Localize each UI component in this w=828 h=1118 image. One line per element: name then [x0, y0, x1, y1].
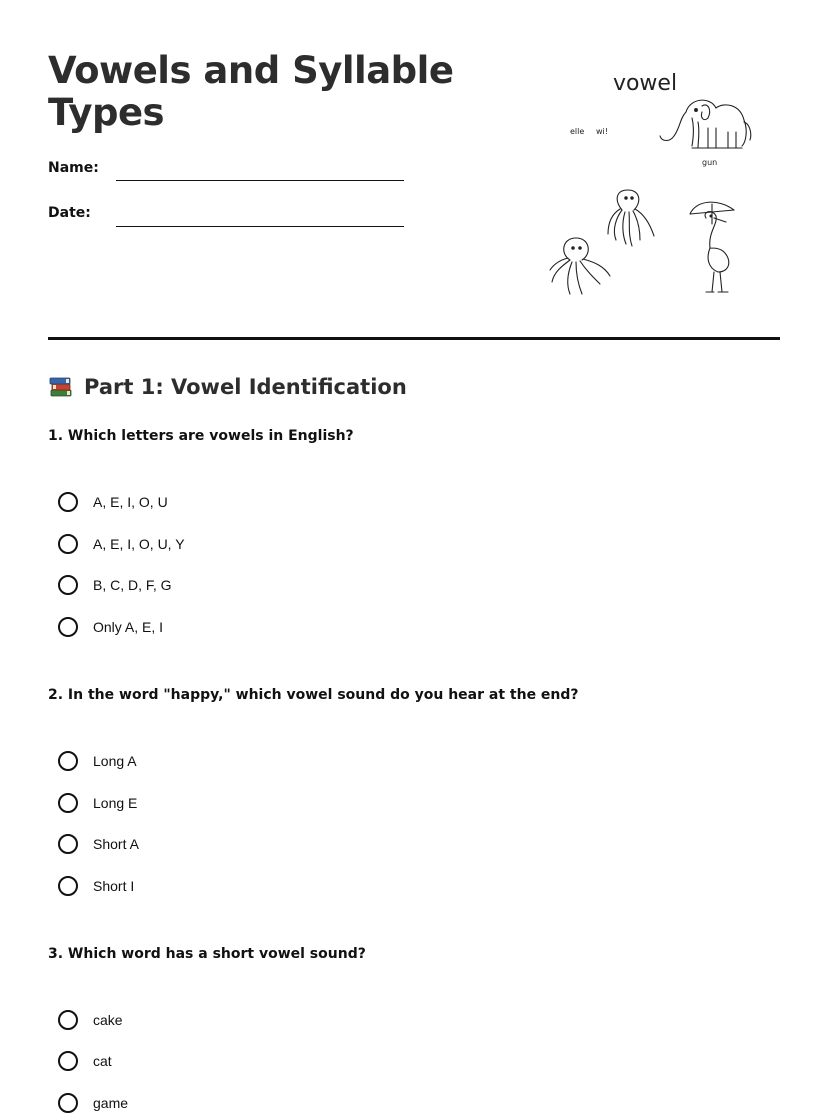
q2-option-d[interactable] [58, 876, 134, 896]
illustration-label-wi: wi! [596, 127, 608, 136]
option-label: cat [93, 1053, 112, 1069]
radio-button[interactable] [58, 1051, 78, 1071]
option-label: cake [93, 1012, 123, 1028]
radio-button[interactable] [58, 575, 78, 595]
radio-button[interactable] [58, 1093, 78, 1113]
radio-button[interactable] [58, 751, 78, 771]
q1-option-c[interactable] [58, 575, 172, 595]
name-line[interactable] [116, 180, 404, 181]
part-1-title [48, 374, 407, 400]
q3-option-b[interactable] [58, 1051, 112, 1071]
octopus-drawing [608, 190, 654, 246]
option-label: A, E, I, O, U [93, 494, 168, 510]
illustration-caption: vowel [612, 71, 678, 96]
q1-option-d[interactable] [58, 617, 163, 637]
q2-option-c[interactable] [58, 834, 139, 854]
vowel-illustration [548, 62, 758, 300]
option-label: game [93, 1095, 129, 1111]
name-label: Name: [48, 160, 99, 176]
octopus-drawing [550, 238, 610, 294]
q1-option-a[interactable] [58, 492, 168, 512]
option-label: Long A [93, 753, 137, 769]
option-label: Only A, E, I [93, 619, 164, 635]
radio-button[interactable] [58, 1010, 78, 1030]
q3-option-a[interactable] [58, 1010, 123, 1030]
q3-option-c[interactable] [58, 1093, 128, 1113]
question-2: 2. In the word "happy," which vowel sound do you hear at the end? [48, 687, 579, 703]
option-label: Short I [93, 878, 135, 894]
elephant-drawing [660, 100, 751, 148]
books-icon [48, 374, 74, 400]
radio-button[interactable] [58, 492, 78, 512]
radio-button[interactable] [58, 534, 78, 554]
illustration-label-elle: elle [570, 127, 585, 136]
option-label: A, E, I, O, U, Y [93, 536, 185, 552]
radio-button[interactable] [58, 834, 78, 854]
option-label: Short A [93, 836, 139, 852]
radio-button[interactable] [58, 876, 78, 896]
question-1: 1. Which letters are vowels in English? [48, 428, 354, 444]
bird-with-umbrella-drawing [690, 202, 734, 292]
section-divider [48, 337, 780, 340]
radio-button[interactable] [58, 793, 78, 813]
q2-option-b[interactable] [58, 793, 137, 813]
radio-button[interactable] [58, 617, 78, 637]
option-label: Long E [93, 795, 138, 811]
option-label: B, C, D, F, G [93, 577, 172, 593]
worksheet-title: Vowels and Syllable Types [48, 49, 454, 134]
illustration-label-gun: gun [702, 158, 718, 167]
part-1-title-text: Part 1: Vowel Identification [84, 375, 407, 399]
q1-option-b[interactable] [58, 534, 185, 554]
question-3: 3. Which word has a short vowel sound? [48, 946, 366, 962]
date-line[interactable] [116, 226, 404, 227]
date-label: Date: [48, 205, 91, 221]
q2-option-a[interactable] [58, 751, 137, 771]
